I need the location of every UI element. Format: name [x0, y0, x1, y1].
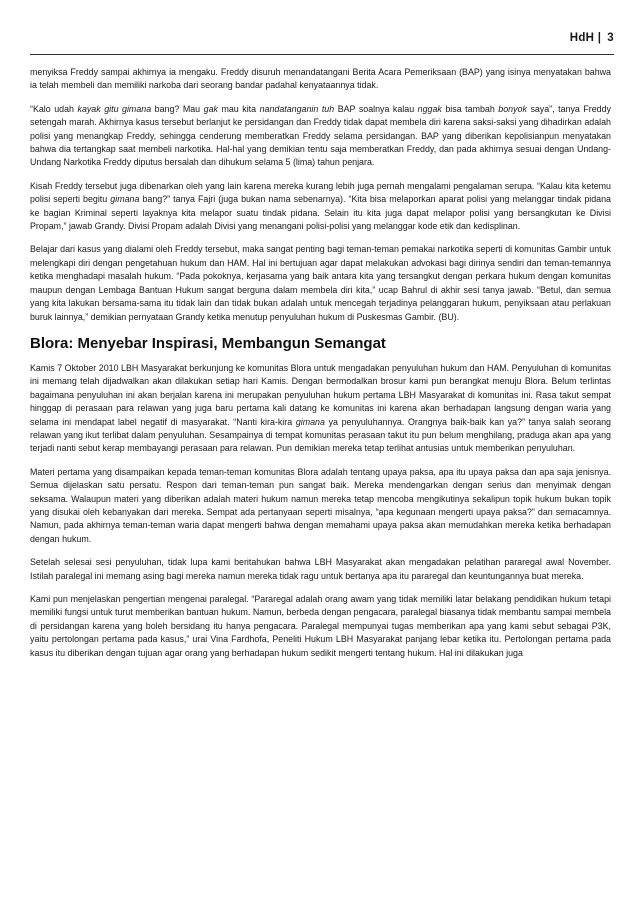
italic-text-run: bonyok [498, 103, 527, 114]
body-paragraph [30, 593, 611, 660]
text-run: mau kita [217, 103, 260, 114]
body-paragraph [30, 556, 611, 583]
body-paragraph [30, 362, 611, 456]
text-run: ya penyuluhannya. Orangnya baik-baik kan ya?” tanya salah seorang relawan yang ikut terlibat dalam penyuluhan. Sesampainya di tempat komunitas perasaan takut itu pun belum menghilang, praduga akan apa yang terjadi nanti sebut kerap membayangi perasaan para relawan. Pun demikian mereka tetap terlihat antusias untuk memberikan penyuluhan. [30, 416, 611, 454]
italic-text-run: nggak [417, 103, 442, 114]
text-run: Kami pun menjelaskan pengertian mengenai paralegal. “Pararegal adalah orang awam yang tidak memiliki latar belakang pendidikan hukum tetapi memiliki fungsi untuk turut memberikan bantuan hukum. Namun, berbeda dengan pengacara, paralegal biasanya tidak membantu sampai membela di persidangan karena yang boleh bersidang itu hanya pengacara. Paralegal mempunyai tugas memberikan apa yang kami sebut sebagai P3K, yaitu pertolongan pertama pada kasus,” urai Vina Fardhofa, Peneliti Hukum LBH Masyarakat panjang lebar ketika itu. Pertolongan pertama pada kasus itu diberikan dengan tujuan agar orang yang berhadapan hukum sedikit mengerti tentang hukum. Hal ini dilakukan juga [30, 594, 611, 658]
text-run: Setelah selesai sesi penyuluhan, tidak lupa kami beritahukan bahwa LBH Masyarakat akan mengadakan pelatihan pararegal awal November. Istilah paralegal ini memang asing bagi mereka namun mereka tidak ragu untuk bertanya apa itu pararegal dan keuntungannya buat mereka. [30, 557, 611, 581]
running-title: HdH | [569, 32, 602, 44]
text-run: BAP soalnya kalau [334, 103, 418, 114]
article-body [30, 66, 611, 670]
text-run: “Kalo udah [30, 103, 78, 114]
italic-text-run: nandatanganin tuh [259, 103, 335, 114]
italic-text-run: gak [203, 103, 218, 114]
body-paragraph [30, 243, 611, 323]
section-heading: Blora: Menyebar Inspirasi, Membangun Semangat [30, 334, 386, 352]
text-run: Kisah Freddy tersebut juga dibenarkan oleh yang lain karena mereka kurang lebih juga pernah mengalami pengalaman serupa. “Kalau kita ketemu polisi seperti begitu [30, 180, 611, 205]
text-run: bang? Mau [151, 103, 204, 114]
page-header [30, 32, 614, 55]
body-paragraph [30, 180, 611, 234]
text-run: menyiksa Freddy sampai akhirnya ia mengaku. Freddy disuruh menandatangani Berita Acara Pemeriksaan (BAP) yang isinya menyatakan bahwa ia telah membeli dan memiliki narkoba dari seorang bandar padahal kenyataannya tidak. [30, 67, 611, 91]
body-paragraph [30, 103, 611, 170]
text-run: saya”, tanya Freddy setengah marah. Akhirnya kasus tersebut berlanjut ke persidangan dan Freddy tidak dapat membela diri karena saksi-saksi yang dihadirkan adalah polisi yang menangkap Freddy, sehingga cenderung memberatkan Freddy selama persidangan. BAP yang diberikan kepolisianpun menyatakan bahwa dia tertangkap saat membeli narkotika. Hal-hal yang demikian tentu saja memberatkan Freddy, dan pada akhirnya sesuai dengan Undang-Undang Narkotika Freddy diputus bersalah dan dihukum selama 5 (lima) tahun penjara. [30, 103, 611, 168]
page-number: 3 [607, 32, 614, 44]
text-run: bang?” tanya Fajri (juga bukan nama sebenarnya). “Kita bisa melaporkan aparat polisi yang melanggar tindak pidana ke bagian Kriminal seperti layaknya kita melapor suatu tindak pidana. Selain itu kita juga dapat melapor polisi yang bersangkutan ke Divisi Propam,” jawab Grandy. Divisi Propam adalah Divisi yang menangani polisi-polisi yang melanggar kode etik dan kedisplinan. [30, 194, 611, 232]
body-paragraph [30, 466, 611, 546]
text-run: Materi pertama yang disampaikan kepada teman-teman komunitas Blora adalah tentang upaya paksa, apa itu upaya paksa dan apa saja jenisnya. Semua dijelaskan satu persatu. Respon dari teman-teman pun sangat baik. Mereka mendengarkan dengan serius dan menyimak dengan seksama. Walaupun materi yang diberikan adalah materi hukum namun mereka tetap mencoba mengikutinya sekalipun topik hukum bukan topik yang disukai oleh kebanyakan dari mereka. Sempat ada pertanyaan seperti misalnya, “apa kegunaan mengerti upaya paksa?” dan semacamnya. Namun, pada akhirnya teman-teman waria dapat mengerti bahwa dengan memahami upaya paksa akan memudahkan mereka ketika berhadapan dengan hukum. [30, 466, 611, 544]
paragraph-group-after [30, 362, 611, 660]
text-run: Kamis 7 Oktober 2010 LBH Masyarakat berkunjung ke komunitas Blora untuk mengadakan penyuluhan hukum dan HAM. Penyuluhan di komunitas ini memang telah dijadwalkan akan dilakukan setiap hari Kamis. Dengan bermodalkan brosur kami pun berangkat menuju Blora. Belum terlintas bagaimana penyuluhan ini akan berjalan karena ini merupakan penyuluhan hukum pertama LBH Masyarakat di komunitas ini. Rasa takut sempat hinggap di perasaan para relawan yang juga baru pertama kali datang ke komunitas ini karena akan berhadapan langsung dengan waria yang selama ini mendapat label negatif di masyarakat. “Nanti kira-kira [30, 362, 611, 427]
italic-text-run: gimana [110, 194, 140, 205]
text-run: bisa tambah [441, 103, 499, 114]
italic-text-run: kayak gitu gimana [77, 103, 152, 114]
italic-text-run: gimana [295, 416, 325, 427]
text-run: Belajar dari kasus yang dialami oleh Freddy tersebut, maka sangat penting bagi teman-teman pemakai narkotika seperti di komunitas Gambir untuk melengkapi diri dengan pengetahuan hukum dan HAM. Hal ini bertujuan agar dapat melakukan advokasi bagi dirinya sendiri dan teman-temannya ketika menghadapi masalah hukum. “Pada pokoknya, kerjasama yang baik antara kita yang tersangkut dengan perkara hukum dengan komunitas maupun dengan Lembaga Bantuan Hukum sangat berguna dalam membela diri kita,” ucap Bahrul di akhir sesi tanya jawab. “Betul, dan semua yang kita lakukan bersama-sama itu tidak lain dan tidak bukan adalah untuk mencegah terjadinya pelanggaran hukum, penyiksaan atau perlakuan buruk lainnya,” demikian pernyataan Grandy ketika menutup penyuluhan hukum di Puskesmas Gambir. (BU). [30, 244, 611, 322]
body-paragraph [30, 66, 611, 93]
paragraph-group-before [30, 66, 611, 324]
